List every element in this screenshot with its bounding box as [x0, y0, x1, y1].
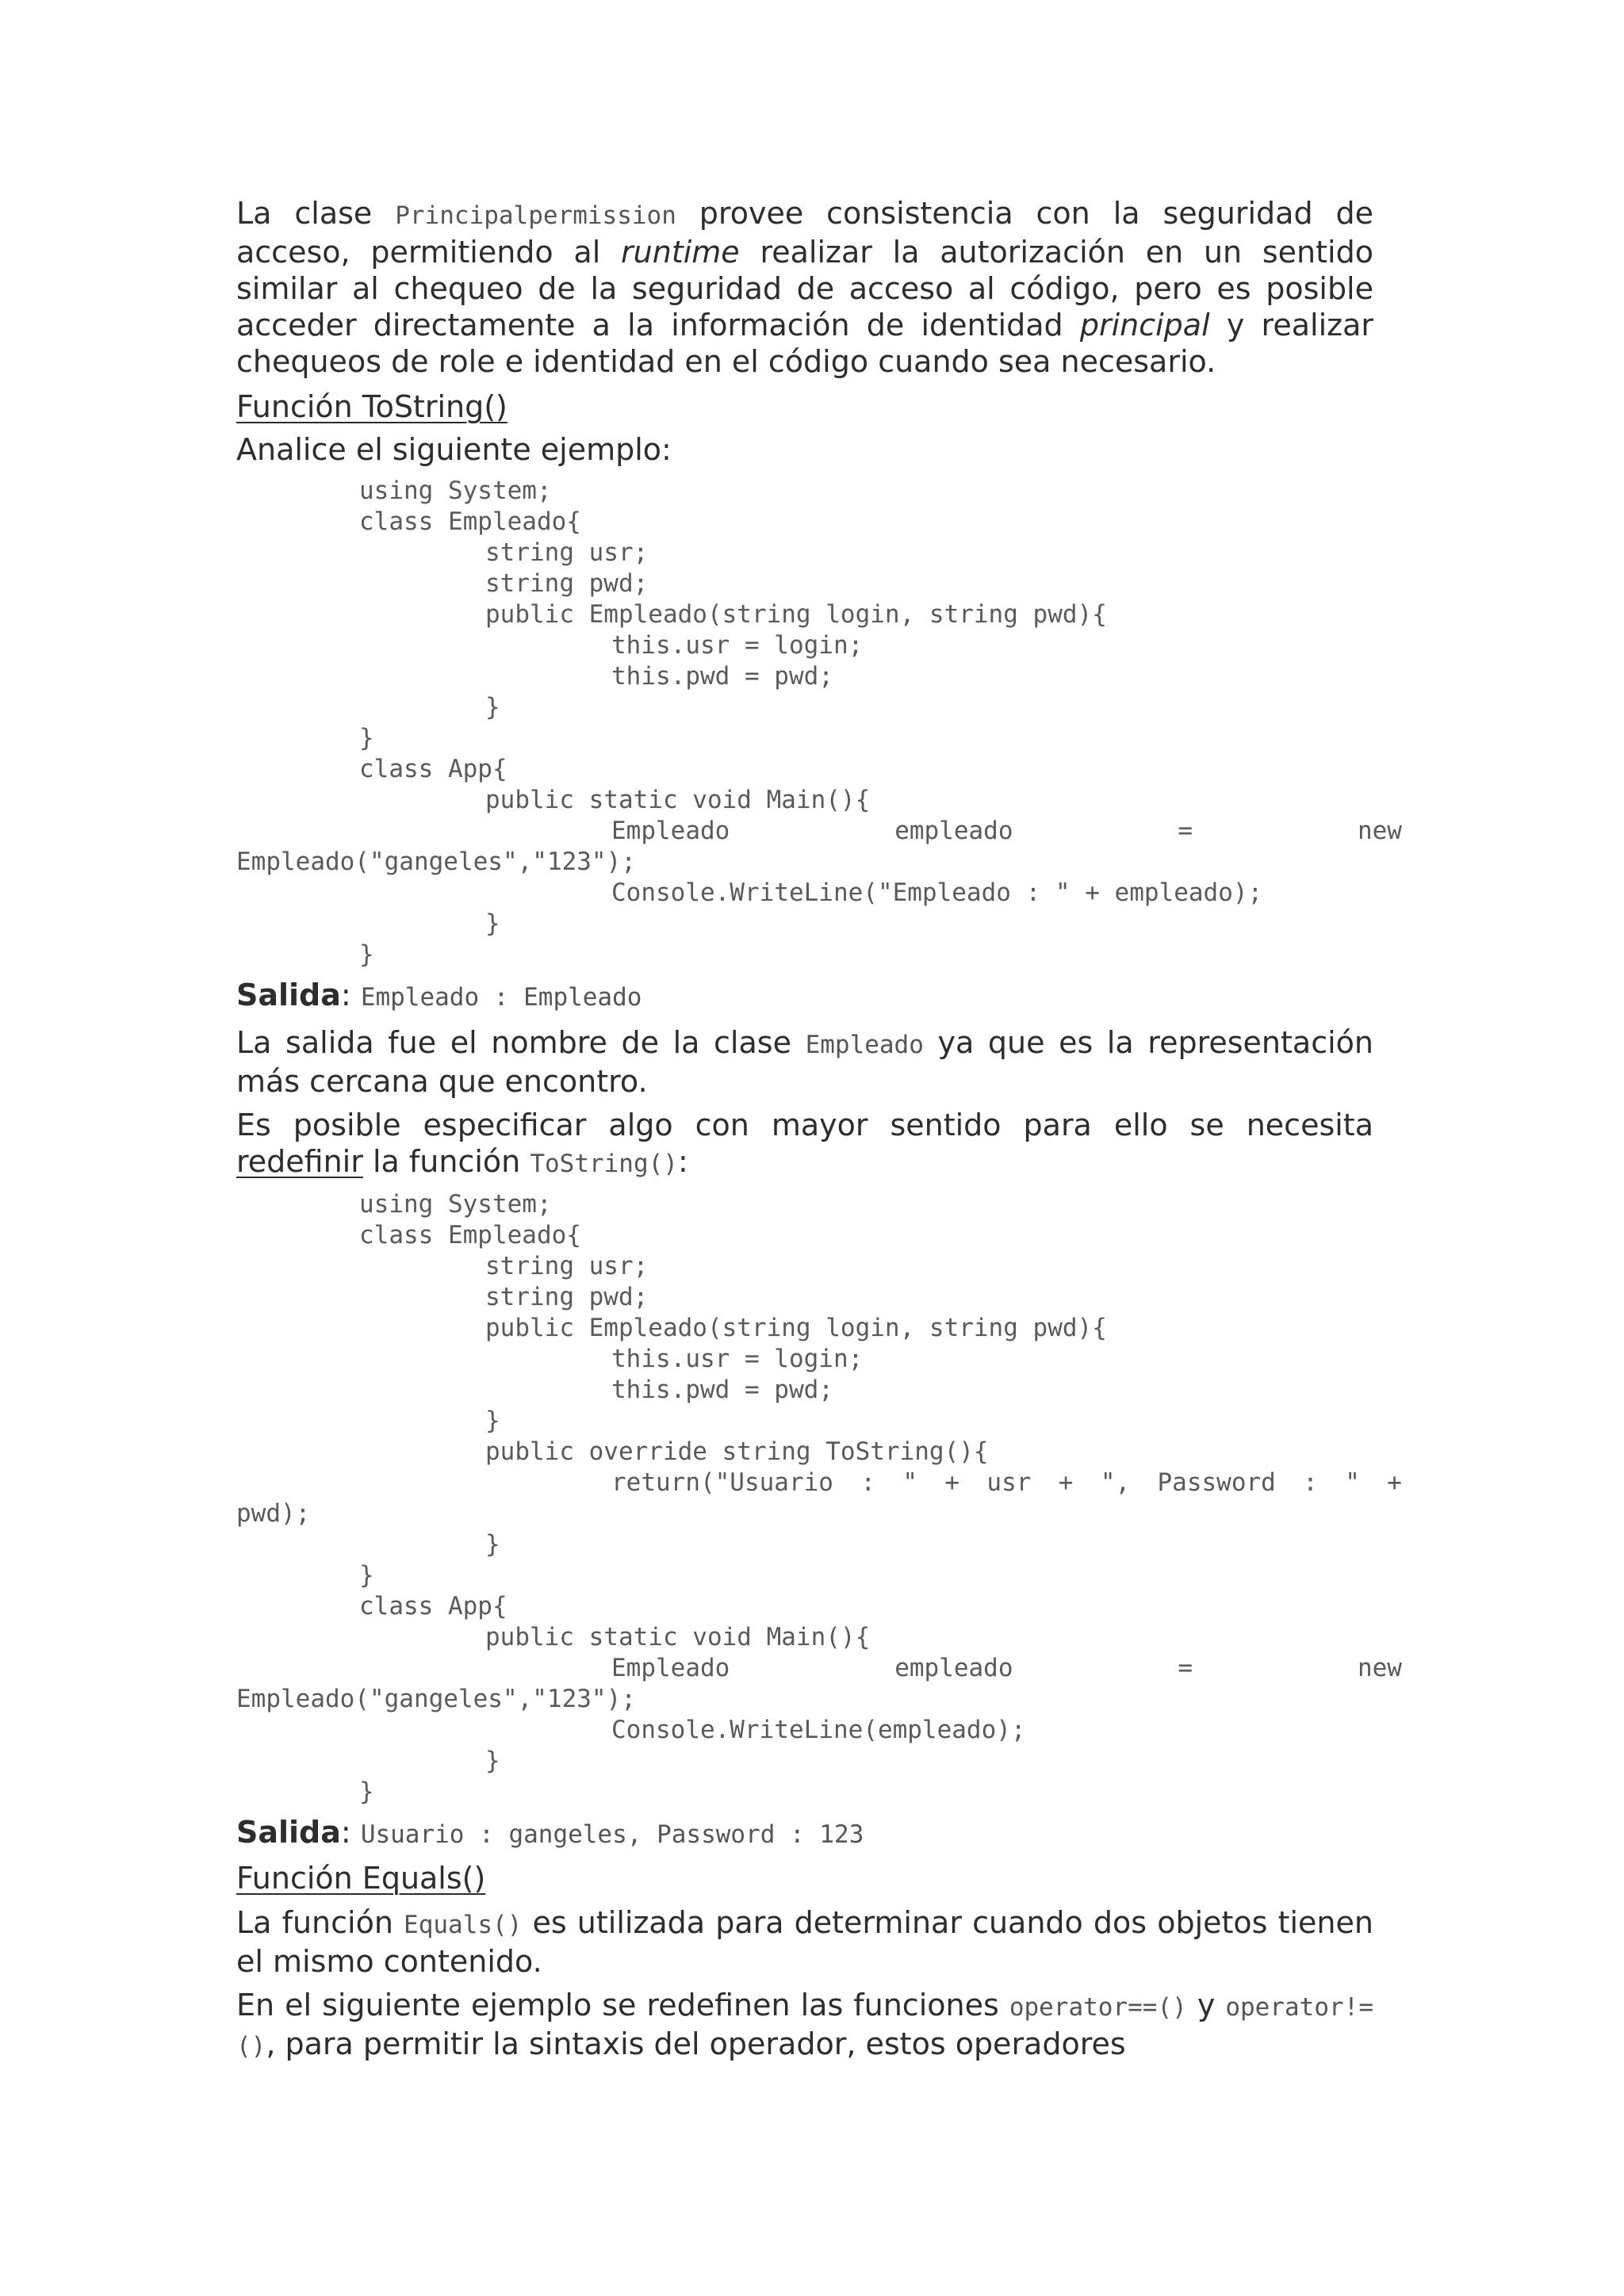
- operator-eq-code: operator==(): [1009, 1993, 1187, 2022]
- equals-heading: Función Equals(): [236, 1861, 486, 1896]
- code-line-justified: [236, 816, 1402, 847]
- output-value: Empleado : Empleado: [360, 983, 642, 1012]
- code-line: }: [359, 724, 374, 752]
- equals-text-5: , para permitir la sintaxis del operador, estos operadores: [266, 2026, 1126, 2061]
- intro-paragraph: [236, 195, 1373, 380]
- code-block-1: [236, 476, 1402, 970]
- runtime-term: runtime: [621, 235, 740, 270]
- output-colon: :: [340, 978, 351, 1012]
- code-line: Empleado("gangeles","123");: [236, 848, 636, 876]
- code-line: }: [485, 1530, 500, 1559]
- output-value: Usuario : gangeles, Password : 123: [360, 1820, 864, 1849]
- salida-text-1: La salida fue el nombre de la clase: [236, 1025, 791, 1060]
- code-line: class Empleado{: [359, 507, 581, 536]
- code-token: +: [1058, 1468, 1074, 1497]
- equals-paragraph-1: [236, 1904, 1373, 1980]
- equals-code: Equals(): [404, 1911, 523, 1939]
- code-token: return("Usuario: [611, 1468, 833, 1497]
- equals-text-2: es utilizada para determinar cuando dos objetos tienen el mismo contenido.: [236, 1905, 1373, 1979]
- code-line: this.pwd = pwd;: [611, 662, 833, 691]
- equals-text-4: y: [1197, 1988, 1216, 2022]
- code-line: }: [485, 693, 500, 721]
- output-colon: :: [340, 1815, 351, 1850]
- code-line: this.usr = login;: [611, 1345, 864, 1373]
- code-line-justified: [236, 1653, 1402, 1684]
- code-token: +: [944, 1468, 960, 1497]
- code-token: ": [902, 1468, 918, 1497]
- posible-text-2: la función: [372, 1144, 521, 1179]
- code-token: new: [1357, 1654, 1402, 1682]
- code-line: pwd);: [236, 1499, 311, 1528]
- principalpermission-code: Principalpermission: [395, 201, 676, 230]
- principal-term: principal: [1079, 308, 1210, 342]
- code-line: }: [359, 940, 374, 969]
- posible-text-3: :: [677, 1144, 688, 1179]
- code-line: this.usr = login;: [611, 631, 864, 660]
- code-token: empleado: [894, 817, 1013, 845]
- code-line: string pwd;: [485, 569, 649, 598]
- code-token: Password: [1157, 1468, 1276, 1497]
- code-line: Console.WriteLine("Empleado : " + empleado);: [611, 878, 1263, 907]
- code-line: class Empleado{: [359, 1221, 581, 1249]
- code-line: class App{: [359, 755, 508, 783]
- equals-text-1: La función: [236, 1905, 393, 1940]
- code-line: }: [485, 909, 500, 938]
- empleado-code: Empleado: [805, 1031, 924, 1059]
- code-line: public Empleado(string login, string pwd){: [485, 1314, 1107, 1342]
- code-token: ": [1345, 1468, 1360, 1497]
- code-line: using System;: [359, 476, 552, 505]
- code-token: usr: [986, 1468, 1032, 1497]
- code-token: =: [1178, 817, 1193, 845]
- code-line: public override string ToString(){: [485, 1437, 989, 1466]
- code-line: Empleado("gangeles","123");: [236, 1685, 636, 1713]
- code-token: Empleado: [611, 1654, 730, 1682]
- operator-neq-code: operator!=(): [236, 1993, 1373, 2061]
- code-token: :: [860, 1468, 875, 1497]
- code-token: Empleado: [611, 817, 730, 845]
- code-line: public Empleado(string login, string pwd){: [485, 600, 1107, 629]
- tostring-heading: Función ToString(): [236, 389, 508, 424]
- code-token: +: [1387, 1468, 1402, 1497]
- code-token: new: [1357, 817, 1402, 845]
- code-line: public static void Main(){: [485, 1623, 871, 1651]
- redefinir-link[interactable]: redefinir: [236, 1144, 363, 1179]
- code-line: }: [359, 1777, 374, 1806]
- output-2: [236, 1814, 864, 1853]
- code-token: empleado: [894, 1654, 1013, 1682]
- salida-explanation: [236, 1024, 1373, 1100]
- code-line: string usr;: [485, 538, 649, 567]
- code-line: public static void Main(){: [485, 786, 871, 814]
- output-1: [236, 977, 642, 1016]
- code-line: Console.WriteLine(empleado);: [611, 1716, 1026, 1744]
- code-line: }: [485, 1747, 500, 1775]
- code-line: }: [359, 1561, 374, 1590]
- intro-text-1: La clase: [236, 196, 373, 231]
- code-line: using System;: [359, 1190, 552, 1219]
- intro-text-4: y realizar chequeos de role e identidad en el código cuando sea necesario.: [236, 308, 1373, 379]
- intro-text-2: provee consistencia con la seguridad de acceso, permitiendo al: [236, 196, 1373, 270]
- code-line: this.pwd = pwd;: [611, 1376, 833, 1404]
- tostring-code: ToString(): [530, 1150, 678, 1178]
- output-label: Salida: [236, 978, 341, 1012]
- equals-paragraph-2: [236, 1987, 1373, 2064]
- redefinir-paragraph: [236, 1107, 1373, 1182]
- example-lead: Analice el siguiente ejemplo:: [236, 432, 672, 467]
- equals-text-3: En el siguiente ejemplo se redefinen las funciones: [236, 1988, 999, 2022]
- code-line-justified: [236, 1468, 1402, 1498]
- code-line: class App{: [359, 1592, 508, 1621]
- code-block-2: [236, 1189, 1402, 1808]
- code-line: string usr;: [485, 1252, 649, 1280]
- posible-text-1: Es posible especificar algo con mayor sentido para ello se necesita: [236, 1108, 1373, 1142]
- code-line: string pwd;: [485, 1283, 649, 1311]
- code-token: ",: [1100, 1468, 1131, 1497]
- code-line: }: [485, 1406, 500, 1435]
- code-token: =: [1178, 1654, 1193, 1682]
- intro-text-3: realizar la autorización en un sentido similar al chequeo de la seguridad de acceso al código, pero es posible acceder directamente a la información de identidad: [236, 235, 1373, 342]
- output-label: Salida: [236, 1815, 341, 1850]
- code-token: :: [1303, 1468, 1318, 1497]
- salida-text-2: ya que es la representación más cercana que encontro.: [236, 1025, 1373, 1099]
